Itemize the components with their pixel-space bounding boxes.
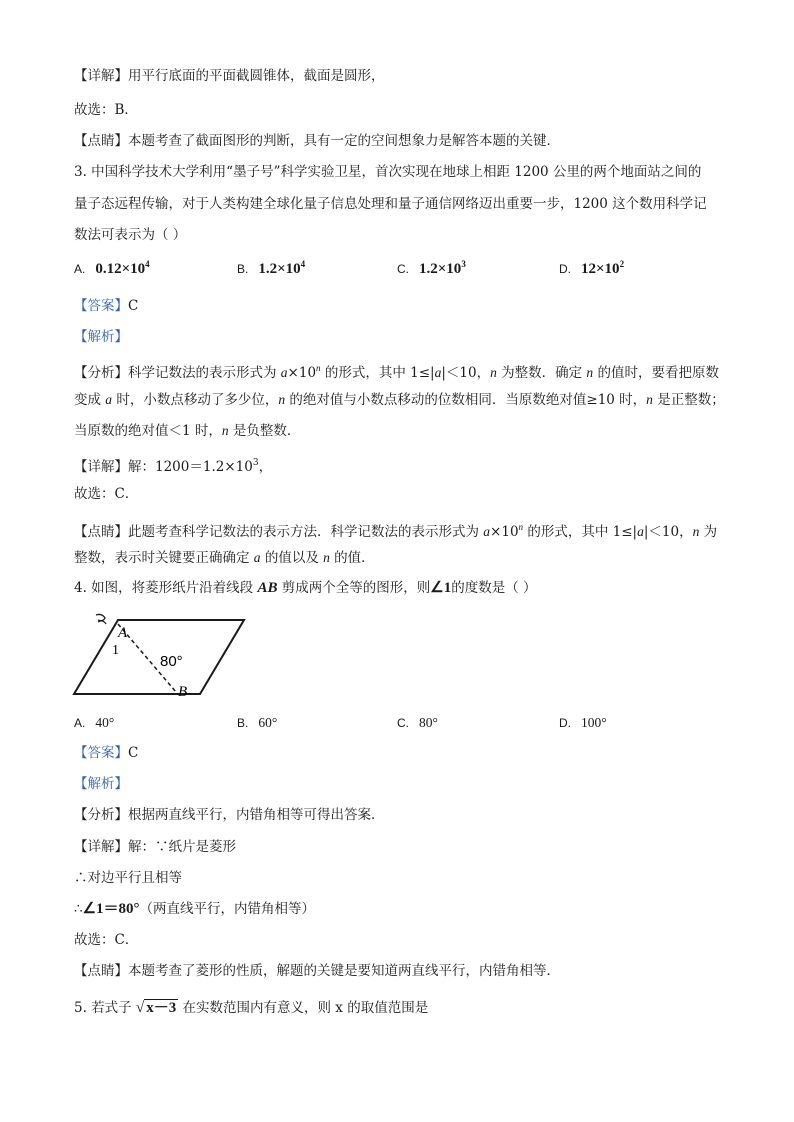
q4-comment: 【点睛】本题考查了菱形的性质，解题的关键是要知道两直线平行，内错角相等．	[74, 963, 560, 979]
q3-answer-value: C	[128, 298, 139, 314]
q2-comment	[74, 131, 560, 151]
q3-comment-line1: 【点睛】此题考查科学记数法的表示方法．科学记数法的表示形式为 $a\times 10^n$ 的形式，其中 1≤|a|＜10，n 为	[74, 522, 718, 540]
q3-option-d[interactable]: D. $12\times 10^2$	[559, 259, 625, 277]
q3-analyze-line1: 【分析】科学记数法的表示形式为 $a\times 10^n$ 的形式，其中 1≤|a|＜10，n 为整数．确定 n 的值时，要看把原数	[74, 363, 719, 381]
q2-comment-text: 本题考查了截面图形的判断，具有一定的空间想象力是解答本题的关键．	[128, 133, 560, 149]
q3-option-a[interactable]: A. $0.12\times 10^4$	[74, 259, 150, 277]
q3-stem-line2: 量子态远程传输，对于人类构建全球化量子信息处理和量子通信网络迈出重要一步，1200 这个数用科学记	[74, 196, 707, 212]
q4-option-c[interactable]: C. 80°	[397, 715, 438, 730]
q4-detail: 【详解】解：∵纸片是菱形	[74, 839, 236, 855]
q3-options	[74, 259, 734, 281]
q4-step2: ∴对边平行且相等	[74, 870, 182, 886]
figure-label-a: A	[118, 625, 128, 641]
q3-option-b[interactable]: B. $1.2\times 10^4$	[237, 259, 306, 277]
q4-option-b[interactable]: B. 60°	[237, 715, 278, 730]
q4-stem: 4. 如图，将菱形纸片沿着线段 AB 剪成两个全等的图形，则∠1的度数是（ ）	[74, 580, 537, 596]
q3-option-b-value: $1.2\times 10^4$	[258, 259, 306, 277]
q4-options	[74, 715, 734, 737]
q4-choose: 故选：C．	[74, 932, 139, 948]
scissors-icon	[96, 614, 106, 624]
q3-option-d-value: $12\times 10^2$	[581, 259, 625, 277]
figure-label-1: 1	[112, 643, 119, 658]
q2-choose: 故选：B．	[74, 102, 138, 118]
figure-label-b: B	[178, 684, 188, 700]
q3-option-c-value: $1.2\times 10^3$	[419, 259, 466, 277]
q4-answer: 【答案】C	[74, 745, 139, 761]
answer-tag: 【答案】	[74, 298, 128, 314]
detail-tag: 【详解】	[74, 68, 128, 84]
q4-option-a[interactable]: A. 40°	[74, 715, 115, 730]
q4-option-d[interactable]: D. 100°	[559, 715, 607, 730]
q3-analyze-line3: 当原数的绝对值＜1 时，n 是负整数．	[74, 423, 301, 439]
q3-comment-line2: 整数，表示时关键要正确确定 a 的值以及 n 的值．	[74, 550, 375, 566]
q5-stem: 5. 若式子 √ x－3 在实数范围内有意义，则 x 的取值范围是	[74, 1000, 429, 1016]
q3-stem-line1: 3. 中国科学技术大学利用“墨子号”科学实验卫星，首次实现在地球上相距 1200 公里的两个地面站之间的	[74, 164, 702, 180]
q4-step3: ∴∠1＝80°（两直线平行，内错角相等）	[74, 901, 316, 917]
q3-option-c[interactable]: C. $1.2\times 10^3$	[397, 259, 466, 277]
q4-analyze: 【分析】根据两直线平行，内错角相等可得出答案．	[74, 807, 385, 823]
rhombus-figure	[72, 612, 272, 702]
q2-detail-text: 用平行底面的平面截圆锥体，截面是圆形，	[128, 68, 385, 84]
rhombus-shape	[74, 620, 244, 694]
q3-analyze-line2: 变成 a 时，小数点移动了多少位，n 的绝对值与小数点移动的位数相同．当原数绝对值≥10 时，n 是正整数；	[74, 392, 725, 408]
q3-answer	[74, 296, 138, 316]
figure-label-angle: 80°	[160, 653, 183, 670]
q3-option-a-value: $0.12\times 10^4$	[95, 259, 150, 277]
q3-detail: 【详解】解：$1200=1.2\times 10^3$，	[74, 458, 273, 475]
sqrt-expression: √ x－3	[135, 1000, 177, 1016]
q4-analysis-tag: 【解析】	[74, 776, 128, 792]
q2-detail	[74, 66, 385, 86]
q3-stem-line3: 数法可表示为（ ）	[74, 227, 187, 243]
q3-choose: 故选：C．	[74, 486, 139, 502]
q3-analysis-tag: 【解析】	[74, 329, 128, 345]
comment-tag: 【点睛】	[74, 133, 128, 149]
